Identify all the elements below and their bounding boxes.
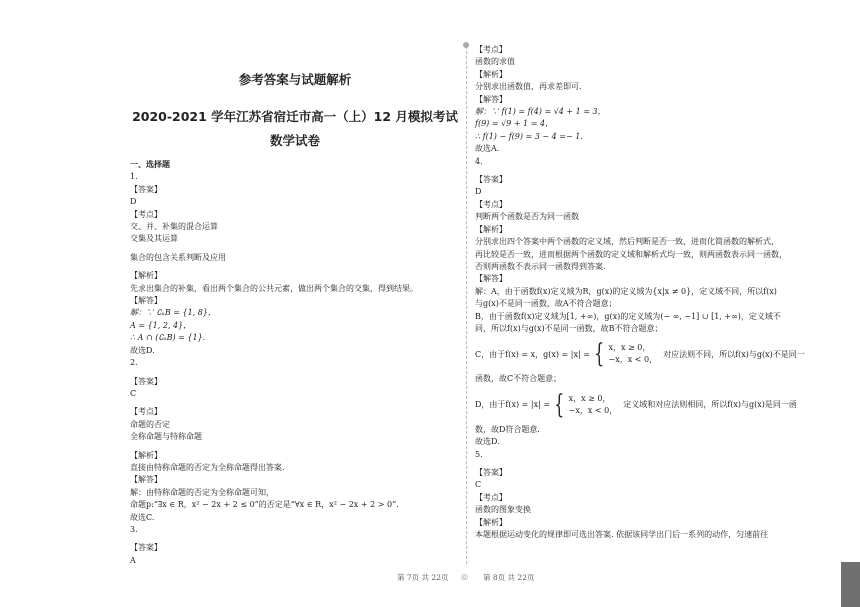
binding-ring-icon: ◎: [461, 572, 468, 581]
q2-solution-line: 故选C.: [130, 512, 155, 522]
q2-solution-line: 解：由特称命题的否定为全称命题可知，: [130, 487, 274, 497]
left-column: [130, 70, 460, 567]
q4-solution-d-end: 数，故D符合题意.: [475, 424, 540, 434]
page-number-right: 第 8页 共 22页: [483, 573, 535, 582]
q1-solution-line: 故选D.: [130, 345, 155, 355]
q1-number: 1.: [130, 172, 138, 182]
q2-analysis-tag: 【解析】: [130, 450, 162, 460]
q3-analysis-tag: 【解析】: [475, 69, 507, 79]
q3-solution-line: 解：∵ f(1) = f(4) = √4 + 1 = 3，: [475, 107, 606, 117]
section-heading: 一、选择题: [130, 160, 170, 169]
q3-point-tag: 【考点】: [475, 45, 507, 54]
brace-glyph: {: [554, 389, 565, 420]
q3-number: 3.: [130, 524, 138, 534]
q1-solution-line: ∴ A ∩ (∁ᵤB) = {1}.: [130, 333, 206, 343]
q3-solution-line: f(9) = √9 + 1 = 4，: [475, 119, 554, 129]
q1-point: 交、并、补集的混合运算: [130, 222, 218, 232]
q2-solution-line: 命题p:“∃x ∈ R，x² − 2x + 2 ≤ 0”的否定是“∀x ∈ R，x² − 2x + 2 > 0”.: [130, 500, 399, 510]
q5-answer-tag: 【答案】: [475, 467, 507, 477]
q2-number: 2.: [130, 358, 138, 368]
q2-answer-tag: 【答案】: [130, 376, 162, 386]
q5-analysis-tag: 【解析】: [475, 517, 507, 527]
q4-number: 4.: [475, 156, 483, 166]
q4-answer-tag: 【答案】: [475, 175, 507, 185]
q4-solution-a: 解：A，由于函数f(x)定义域为R，g(x)的定义域为{x|x ≠ 0}，定义域不同，所以f(x): [475, 286, 777, 296]
q4-analysis-tag: 【解析】: [475, 224, 507, 234]
q4-point-tag: 【考点】: [475, 199, 507, 209]
q3-solution-line: 故选A.: [475, 144, 500, 154]
q4-solution-c-pre: C，由于f(x) = x，g(x) = |x| =: [475, 349, 590, 359]
q4-solution-d: [475, 389, 805, 420]
q1-point: 集合的包含关系判断及应用: [130, 252, 226, 262]
piecewise-case: −x，x < 0，: [608, 355, 658, 365]
q2-point-tag: 【考点】: [130, 407, 162, 417]
q1-analysis-tag: 【解析】: [130, 271, 162, 281]
piecewise-cases: [609, 342, 658, 366]
scrollbar-thumb[interactable]: [841, 562, 860, 607]
q2-point: 命题的否定: [130, 419, 170, 429]
brace-glyph: {: [594, 339, 605, 370]
column-divider: [466, 46, 467, 564]
q4-answer: D: [475, 187, 482, 197]
q4-solution-c-end: 函数，故C不符合题意；: [475, 374, 562, 384]
q1-point: 交集及其运算: [130, 234, 178, 244]
q1-solution-line: A = {1, 2, 4}，: [130, 320, 192, 330]
q1-point-tag: 【考点】: [130, 209, 162, 219]
q4-analysis-line: 分别求出四个答案中两个函数的定义域，然后判断是否一致，进而化简函数的解析式，: [475, 237, 779, 247]
q3-answer-tag: 【答案】: [130, 543, 162, 553]
q4-solution-tag: 【解答】: [475, 274, 507, 284]
q4-solution-b: B，由于函数f(x)定义域为[1, +∞)，g(x)的定义域为(− ∞, −1] ∪ [1, +∞)，定义域不: [475, 311, 781, 321]
piecewise-case: x，x ≥ 0，: [608, 343, 651, 353]
q2-analysis: 直接由特称命题的否定为全称命题得出答案.: [130, 462, 285, 472]
q4-analysis-line: 否则两函数不表示同一函数得到答案.: [475, 261, 606, 271]
exam-title: 2020-2021 学年江苏省宿迁市高一（上）12 月模拟考试数学试卷: [132, 109, 458, 148]
q1-answer-tag: 【答案】: [130, 184, 162, 194]
right-column: [475, 44, 805, 541]
q5-point: 函数的图象变换: [475, 505, 531, 515]
q3-analysis: 分别求出函数值，再求差即可.: [475, 82, 582, 92]
piecewise-cases: [569, 393, 618, 417]
q1-solution-tag: 【解答】: [130, 296, 162, 306]
q1-answer: D: [130, 197, 137, 207]
q2-answer: C: [130, 388, 137, 398]
page-number-left: 第 7页 共 22页: [397, 573, 449, 582]
q4-solution-c-post: 对应法则不同，所以f(x)与g(x)不是同一: [663, 349, 805, 359]
q1-analysis: 先求出集合的补集，看出两个集合的公共元素，做出两个集合的交集，得到结果。: [130, 283, 418, 293]
divider-dot-top: [463, 42, 469, 48]
q4-solution-d-post: 定义域和对应法则相同，所以f(x)与g(x)是同一函: [623, 400, 797, 410]
q4-solution-d-pre: D，由于f(x) = |x| =: [475, 400, 551, 410]
q4-solution-a: 与g(x)不是同一函数，故A不符合题意；: [475, 299, 617, 309]
q3-point: 函数的求值: [475, 57, 515, 67]
answer-title: 参考答案与试题解析: [238, 72, 352, 87]
piecewise-case: −x，x < 0，: [568, 405, 618, 415]
q5-point-tag: 【考点】: [475, 492, 507, 502]
q5-answer: C: [475, 480, 482, 490]
q1-solution-line: 解：∵ ∁ᵤB = {1, 8}，: [130, 308, 216, 318]
q3-answer: A: [130, 555, 136, 565]
q2-point: 全称命题与特称命题: [130, 432, 202, 442]
q5-analysis: 本题根据运动变化的规律即可选出答案. 依据该同学出门后一系列的动作，匀速前往: [475, 530, 769, 539]
q4-solution-c: [475, 339, 805, 370]
q4-conclusion: 故选D.: [475, 437, 500, 447]
q5-number: 5.: [475, 449, 483, 459]
q3-solution-line: ∴ f(1) − f(9) = 3 − 4 =− 1.: [475, 131, 583, 141]
q4-point: 判断两个函数是否为同一函数: [475, 212, 579, 222]
q4-solution-b: 同，所以f(x)与g(x)不是同一函数，故B不符合题意；: [475, 323, 663, 333]
q2-solution-tag: 【解答】: [130, 475, 162, 485]
q4-analysis-line: 再比较是否一致，进而根据两个函数的定义域和解析式均一致，则两函数表示同一函数，: [475, 249, 787, 259]
q3-solution-tag: 【解答】: [475, 94, 507, 104]
piecewise-case: x，x ≥ 0，: [568, 393, 611, 403]
